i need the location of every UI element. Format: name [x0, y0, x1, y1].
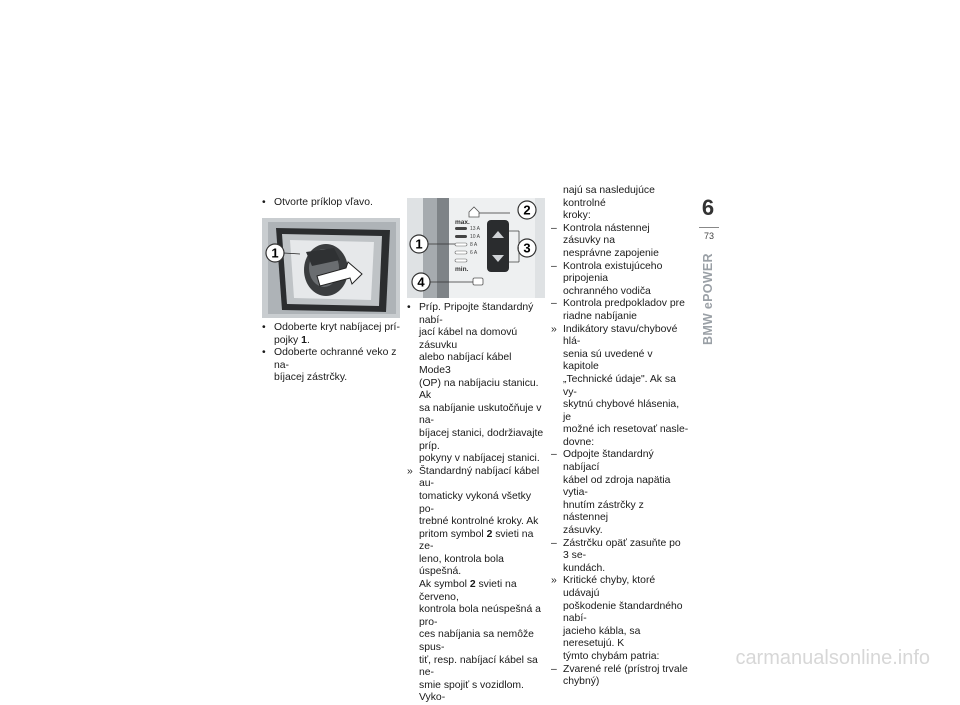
column-3: [551, 185, 689, 689]
text-line: [407, 327, 545, 352]
line-text: skytnú chybové hlásenia, je: [563, 399, 680, 423]
indicator-panel-illustration: [407, 198, 545, 298]
text-line: [551, 601, 689, 626]
step-remove-cover: [262, 322, 402, 347]
callout-1: 1: [415, 236, 423, 252]
step-text: .: [306, 334, 310, 346]
line-text: sa nabíjanie uskutočňuje v na-: [419, 402, 542, 427]
bullet-marker: •: [262, 322, 266, 333]
line-text: zásuvky.: [563, 525, 603, 537]
text-line: [551, 449, 689, 474]
step-text: pojky: [274, 334, 302, 346]
symbol-ref: 2: [469, 579, 476, 591]
line-text: dovne:: [563, 436, 595, 448]
text-line: [551, 223, 689, 248]
chapter-number: 6: [701, 195, 715, 220]
column-1: [262, 197, 402, 210]
line-text: senia sú uvedené v kapitole: [563, 348, 653, 373]
charging-socket-illustration: [262, 218, 400, 318]
text-line: [551, 563, 689, 576]
instruction-text: Otvorte príklop vľavo.: [274, 197, 373, 208]
text-line: [407, 529, 545, 554]
line-text: Štandardný nabíjací kábel au-: [419, 465, 540, 490]
line-text: Príp. Pripojte štandardný nabí-: [419, 302, 534, 326]
list-marker: –: [551, 222, 557, 234]
line-text: svieti na červeno,: [419, 579, 517, 603]
text-line: [407, 491, 545, 516]
line-text: tiť, resp. nabíjací kábel sa ne-: [419, 654, 538, 679]
line-text: Ak symbol: [419, 579, 470, 591]
text-line: [407, 604, 545, 629]
label-6a: 6 A: [470, 250, 478, 256]
line-text: Odpojte štandardný nabíjací: [563, 449, 654, 474]
label-min: min.: [455, 266, 469, 273]
ref-number: 1: [301, 334, 307, 346]
text-line: [551, 500, 689, 525]
list-marker: –: [551, 298, 557, 310]
text-line: [551, 374, 689, 399]
label-13a: 13 A: [470, 226, 481, 232]
line-text: týmto chybám patria:: [563, 650, 660, 662]
line-text: „Technické údaje". Ak sa vy-: [563, 373, 676, 398]
symbol-ref: 2: [486, 528, 493, 540]
text-line: [407, 403, 545, 428]
watermark: carmanualsonline.info: [735, 647, 930, 669]
figure-indicator-panel: [407, 198, 545, 298]
text-line: [551, 311, 689, 324]
line-text: hnutím zástrčky z nástennej: [563, 499, 644, 524]
line-text: chybný): [563, 676, 600, 688]
text-line: [551, 261, 689, 286]
line-text: pritom symbol: [419, 528, 487, 540]
line-text: Kritické chyby, ktoré udávajú: [563, 575, 656, 599]
line-text: bíjacej stanici, dodržiavajte príp.: [419, 427, 544, 452]
text-line: [407, 516, 545, 529]
text-line: [551, 324, 689, 349]
line-text: kundách.: [563, 562, 606, 574]
callout-4: 4: [417, 274, 425, 290]
line-text: možné ich resetovať nasle-: [563, 424, 689, 436]
line-text: kroky:: [563, 210, 591, 222]
step-text: Odoberte ochranné veko z na-: [274, 347, 397, 371]
column-2: [407, 302, 545, 705]
line-text: Zvarené relé (prístroj trvale: [563, 663, 688, 675]
step-remove-cap: [262, 347, 402, 385]
text-line: [407, 655, 545, 680]
text-line: [551, 399, 689, 424]
line-text: kontrola bola neúspešná a pro-: [419, 604, 541, 628]
text-line: [551, 424, 689, 437]
line-text: Kontrola nástennej zásuvky na: [563, 222, 650, 247]
callout-2: 2: [523, 202, 531, 218]
line-text: svieti na ze-: [419, 528, 534, 553]
line-text: jací kábel na domovú zásuvku: [419, 327, 518, 351]
section-title: BMW ePOWER: [701, 253, 715, 345]
text-line: [407, 453, 545, 466]
list-marker: –: [551, 537, 557, 549]
line-text: pokyny v nabíjacej stanici.: [419, 453, 540, 465]
text-line: [551, 349, 689, 374]
text-line: [407, 428, 545, 453]
list-marker: –: [551, 260, 557, 272]
line-text: ces nabíjania sa nemôže spus-: [419, 629, 534, 654]
callout-3: 3: [523, 240, 531, 256]
text-line: [407, 378, 545, 403]
bullet-marker: •: [262, 197, 266, 208]
text-line: [407, 579, 545, 604]
instruction-open-flap: [262, 197, 402, 210]
text-line: [407, 629, 545, 654]
text-line: [407, 554, 545, 579]
line-text: tomaticky vykoná všetky po-: [419, 490, 532, 515]
list-marker: »: [407, 465, 413, 477]
vehicle-icon: [473, 278, 483, 285]
text-line: [407, 302, 545, 327]
line-text: (OP) na nabíjaciu stanicu. Ak: [419, 377, 539, 402]
line-text: trebné kontrolné kroky. Ak: [419, 516, 539, 528]
step-text: Odoberte kryt nabíjacej prí-: [274, 322, 400, 333]
line-text: Kontrola existujúceho pripojenia: [563, 260, 663, 285]
line-text: kábel od zdroja napätia vytia-: [563, 474, 671, 499]
text-line: [551, 298, 689, 311]
text-line: [407, 680, 545, 705]
label-8a: 8 A: [470, 242, 478, 248]
step-text: bíjacej zástrčky.: [274, 372, 348, 384]
line-text: ochranného vodiča: [563, 285, 651, 297]
text-line: [551, 538, 689, 563]
text-line: [551, 676, 689, 689]
line-text: jacieho kábla, sa neresetujú. K: [563, 625, 641, 650]
text-line: [551, 475, 689, 500]
text-line: [407, 466, 545, 491]
list-marker: »: [551, 575, 557, 587]
bullet-marker: •: [262, 347, 266, 359]
line-text: leno, kontrola bola úspešná.: [419, 553, 504, 578]
line-text: poškodenie štandardného nabí-: [563, 600, 683, 625]
text-line: [407, 352, 545, 377]
text-line: [551, 185, 689, 210]
line-text: riadne nabíjanie: [563, 310, 637, 322]
figure-charging-socket: [262, 218, 400, 318]
list-marker: •: [407, 302, 411, 313]
line-text: Zástrčku opäť zasuňte po 3 se-: [563, 537, 681, 562]
text-line: [551, 210, 689, 223]
column-1-steps: [262, 322, 402, 385]
page-number: 73: [699, 227, 719, 241]
text-line: [551, 286, 689, 299]
list-marker: –: [551, 663, 557, 675]
list-marker: –: [551, 449, 557, 461]
line-text: alebo nabíjací kábel Mode3: [419, 352, 512, 376]
list-marker: »: [551, 323, 557, 335]
line-text: smie spojiť s vozidlom. Vyko-: [419, 679, 524, 704]
line-text: najú sa nasledujúce kontrolné: [563, 185, 655, 209]
text-line: [551, 525, 689, 538]
line-text: Kontrola predpokladov pre: [563, 298, 685, 310]
label-10a: 10 A: [470, 234, 481, 240]
text-line: [551, 575, 689, 600]
line-text: nesprávne zapojenie: [563, 247, 659, 259]
callout-1: 1: [271, 245, 279, 261]
text-line: [551, 248, 689, 261]
label-max: max.: [455, 219, 470, 226]
line-text: Indikátory stavu/chybové hlá-: [563, 323, 678, 348]
text-line: [551, 437, 689, 450]
